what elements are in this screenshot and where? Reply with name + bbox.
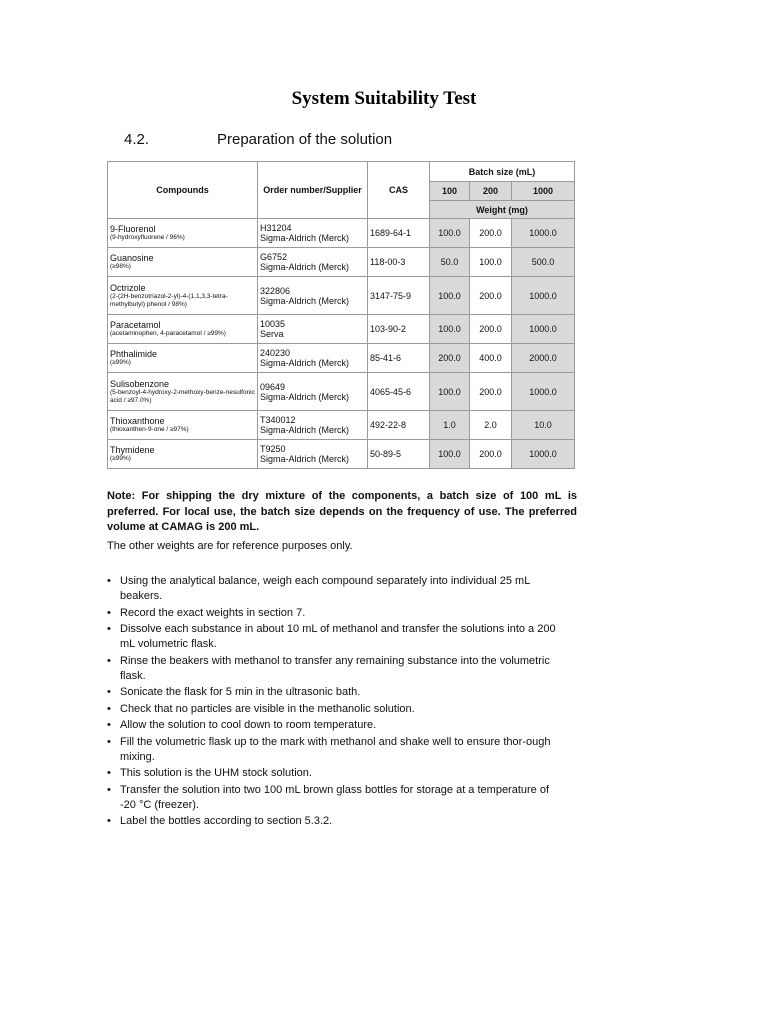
order-supplier-cell (258, 277, 368, 315)
compound-name: Octrizole (110, 282, 146, 293)
cas-cell: 118-00-3 (368, 248, 430, 277)
cas-cell: 85-41-6 (368, 344, 430, 373)
weight-200-cell: 200.0 (470, 277, 512, 315)
order-number: G6752 (260, 252, 288, 262)
table-row (108, 411, 575, 440)
header-batch-1000: 1000 (512, 182, 575, 201)
list-item: • Using the analytical balance, weigh each compound separately into individual 25 mL beakers. (107, 574, 567, 604)
list-item: • Dissolve each substance in about 10 mL of methanol and transfer the solutions into a 200 mL volumetric flask. (107, 622, 567, 652)
table-row (108, 315, 575, 344)
table-row (108, 277, 575, 315)
weight-1000-cell: 2000.0 (512, 344, 575, 373)
header-batch-200: 200 (470, 182, 512, 201)
compound-cell (108, 315, 258, 344)
weight-200-cell: 200.0 (470, 219, 512, 248)
supplier: Sigma-Aldrich (Merck) (260, 391, 350, 402)
order-number: T9250 (260, 444, 286, 454)
weight-1000-cell: 10.0 (512, 411, 575, 440)
section-number: 4.2. (124, 131, 150, 148)
note-text: For shipping the dry mixture of the components, a batch size of 100 mL is preferred. For local use, the batch size depends on the frequency of use. The preferred volume at CAMAG is 200 mL. (107, 490, 577, 533)
order-number: 322806 (260, 285, 291, 296)
compound-cell (108, 373, 258, 411)
header-cas: CAS (368, 162, 430, 219)
weight-100-cell: 100.0 (430, 440, 470, 469)
order-supplier-cell (258, 440, 368, 469)
order-number: H31204 (260, 223, 292, 233)
note-label: Note: (107, 490, 136, 502)
list-item: • Transfer the solution into two 100 mL brown glass bottles for storage at a temperature of -20 °C (freezer). (107, 783, 567, 813)
header-order-supplier: Order number/Supplier (258, 162, 368, 219)
compound-name: Guanosine (110, 253, 154, 263)
weight-200-cell: 200.0 (470, 373, 512, 411)
compound-detail: (9-hydroxyfluorene / 96%) (110, 234, 185, 241)
order-supplier-cell (258, 344, 368, 373)
supplier: Sigma-Aldrich (Merck) (260, 295, 350, 306)
cas-cell: 103-90-2 (368, 315, 430, 344)
order-supplier-cell (258, 315, 368, 344)
weight-1000-cell: 1000.0 (512, 277, 575, 315)
compound-cell (108, 440, 258, 469)
compound-detail: (≥99%) (110, 359, 131, 366)
list-item: • Fill the volumetric flask up to the mark with methanol and shake well to ensure thor-ough mixing. (107, 735, 567, 765)
weight-100-cell: 100.0 (430, 219, 470, 248)
reference-note: The other weights are for reference purposes only. (107, 540, 353, 552)
header-batch-100: 100 (430, 182, 470, 201)
header-batch-size: Batch size (mL) (430, 162, 575, 182)
supplier: Sigma-Aldrich (Merck) (260, 358, 350, 368)
compound-name: Phthalimide (110, 349, 158, 359)
supplier: Sigma-Aldrich (Merck) (260, 425, 350, 435)
table-row (108, 373, 575, 411)
weight-100-cell: 100.0 (430, 315, 470, 344)
compound-cell (108, 248, 258, 277)
order-number: T340012 (260, 415, 296, 425)
compound-cell (108, 219, 258, 248)
supplier: Sigma-Aldrich (Merck) (260, 454, 350, 464)
compound-detail: (≥99%) (110, 455, 131, 462)
table-row (108, 219, 575, 248)
compound-detail: (≥98%) (110, 263, 131, 270)
compound-detail: (acetaminophen, 4-paracetamol / ≥99%) (110, 330, 226, 337)
supplier: Sigma-Aldrich (Merck) (260, 262, 350, 272)
cas-cell: 4065-45-6 (368, 373, 430, 411)
compound-name: Paracetamol (110, 320, 161, 330)
section-title: Preparation of the solution (217, 131, 393, 148)
header-compounds: Compounds (108, 162, 258, 219)
cas-cell: 50-89-5 (368, 440, 430, 469)
weight-200-cell: 2.0 (470, 411, 512, 440)
list-item: • Record the exact weights in section 7. (107, 606, 567, 621)
order-number: 10035 (260, 319, 286, 329)
weight-1000-cell: 1000.0 (512, 440, 575, 469)
cas-cell: 492-22-8 (368, 411, 430, 440)
compound-cell (108, 277, 258, 315)
order-supplier-cell (258, 373, 368, 411)
weight-200-cell: 100.0 (470, 248, 512, 277)
compound-cell (108, 411, 258, 440)
list-item: • This solution is the UHM stock solution. (107, 766, 567, 781)
table-header-row (108, 162, 575, 182)
compound-name: Sulisobenzone (110, 378, 170, 389)
procedure-list (107, 574, 567, 831)
compound-name: Thioxanthone (110, 416, 165, 426)
cas-cell: 3147-75-9 (368, 277, 430, 315)
list-item: • Rinse the beakers with methanol to transfer any remaining substance into the volumetric flask. (107, 654, 567, 684)
page-title: System Suitability Test (291, 88, 477, 109)
weight-1000-cell: 500.0 (512, 248, 575, 277)
supplier: Sigma-Aldrich (Merck) (260, 233, 350, 243)
weight-200-cell: 400.0 (470, 344, 512, 373)
weight-100-cell: 100.0 (430, 277, 470, 315)
supplier: Serva (260, 329, 284, 339)
order-supplier-cell (258, 219, 368, 248)
compound-detail: (2-(2H-benzotriazol-2-yl)-4-(1,1,3,3-tetra-methylbutyl) phenol / 98%) (110, 292, 228, 308)
compound-detail: (thioxanthen-9-one / ≥97%) (110, 426, 189, 433)
table-row (108, 248, 575, 277)
order-supplier-cell (258, 411, 368, 440)
order-number: 09649 (260, 381, 286, 392)
weight-100-cell: 100.0 (430, 373, 470, 411)
compound-detail: (5-benzoyl-4-hydroxy-2-methoxy-benze-nesulfonic acid / ≥97.0%) (110, 388, 255, 404)
weight-100-cell: 200.0 (430, 344, 470, 373)
order-number: 240230 (260, 348, 291, 358)
list-item: • Sonicate the flask for 5 min in the ultrasonic bath. (107, 685, 567, 700)
compound-name: 9-Fluorenol (110, 224, 156, 234)
weight-100-cell: 50.0 (430, 248, 470, 277)
weight-200-cell: 200.0 (470, 440, 512, 469)
cas-cell: 1689-64-1 (368, 219, 430, 248)
order-supplier-cell (258, 248, 368, 277)
compounds-table (107, 161, 575, 469)
compound-name: Thymidene (110, 445, 155, 455)
list-item: • Allow the solution to cool down to room temperature. (107, 718, 567, 733)
table-row (108, 440, 575, 469)
weight-1000-cell: 1000.0 (512, 219, 575, 248)
note-paragraph (107, 489, 577, 536)
list-item: • Label the bottles according to section 5.3.2. (107, 814, 567, 829)
weight-1000-cell: 1000.0 (512, 373, 575, 411)
header-weight: Weight (mg) (430, 201, 575, 219)
weight-1000-cell: 1000.0 (512, 315, 575, 344)
weight-100-cell: 1.0 (430, 411, 470, 440)
weight-200-cell: 200.0 (470, 315, 512, 344)
list-item: • Check that no particles are visible in the methanolic solution. (107, 702, 567, 717)
table-row (108, 344, 575, 373)
compound-cell (108, 344, 258, 373)
